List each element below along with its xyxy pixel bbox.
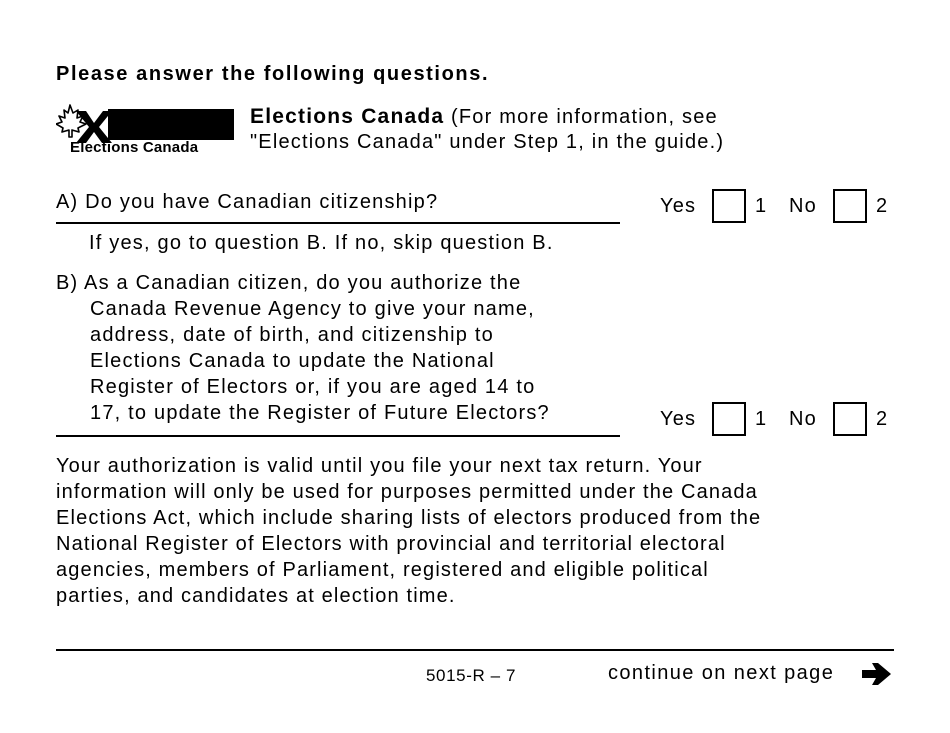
continue-next-page-text: continue on next page xyxy=(608,662,835,684)
right-arrow-icon xyxy=(862,661,892,687)
elections-canada-heading xyxy=(250,105,718,129)
question-b-line: Canada Revenue Agency to give your name, xyxy=(90,298,535,320)
question-b-line: B) As a Canadian citizen, do you authorize the xyxy=(56,272,522,294)
question-b-no-label: No xyxy=(789,408,817,430)
question-b-line: address, date of birth, and citizenship to xyxy=(90,324,494,346)
question-b-line: 17, to update the Register of Future Electors? xyxy=(90,402,550,424)
authorization-line: Elections Act, which include sharing lists of electors produced from the xyxy=(56,507,762,529)
authorization-line: agencies, members of Parliament, registered and eligible political xyxy=(56,559,709,581)
authorization-line: National Register of Electors with provincial and territorial electoral xyxy=(56,533,726,555)
question-a-no-code: 2 xyxy=(876,195,889,217)
question-b-line: Elections Canada to update the National xyxy=(90,350,495,372)
elections-canada-guide-ref: "Elections Canada" under Step 1, in the guide.) xyxy=(250,131,725,153)
question-b-yes-code: 1 xyxy=(755,408,768,430)
question-a-no-checkbox[interactable] xyxy=(833,189,867,223)
question-b-no-code: 2 xyxy=(876,408,889,430)
logo-wordmark: Elections Canada xyxy=(70,139,199,156)
question-a-note: If yes, go to question B. If no, skip question B. xyxy=(89,232,554,254)
footer-divider xyxy=(56,649,894,651)
authorization-line: information will only be used for purposes permitted under the Canada xyxy=(56,481,758,503)
question-b-line: Register of Electors or, if you are aged 14 to xyxy=(90,376,536,398)
question-b-yes-label: Yes xyxy=(660,408,697,430)
question-a-no-label: No xyxy=(789,195,817,217)
question-b-no-checkbox[interactable] xyxy=(833,402,867,436)
elections-canada-title: Elections Canada xyxy=(250,105,445,128)
intro-heading: Please answer the following questions. xyxy=(56,63,490,85)
authorization-line: parties, and candidates at election time. xyxy=(56,585,456,607)
question-b-yes-checkbox[interactable] xyxy=(712,402,746,436)
question-a-yes-checkbox[interactable] xyxy=(712,189,746,223)
question-a-yes-code: 1 xyxy=(755,195,768,217)
question-b-divider xyxy=(56,435,620,437)
question-a-text: A) Do you have Canadian citizenship? xyxy=(56,191,439,213)
elections-canada-info: (For more information, see xyxy=(444,106,718,128)
question-a-divider xyxy=(56,222,620,224)
question-a-yes-label: Yes xyxy=(660,195,697,217)
form-page-number: 5015-R – 7 xyxy=(426,666,517,685)
authorization-line: Your authorization is valid until you file your next tax return. Your xyxy=(56,455,703,477)
